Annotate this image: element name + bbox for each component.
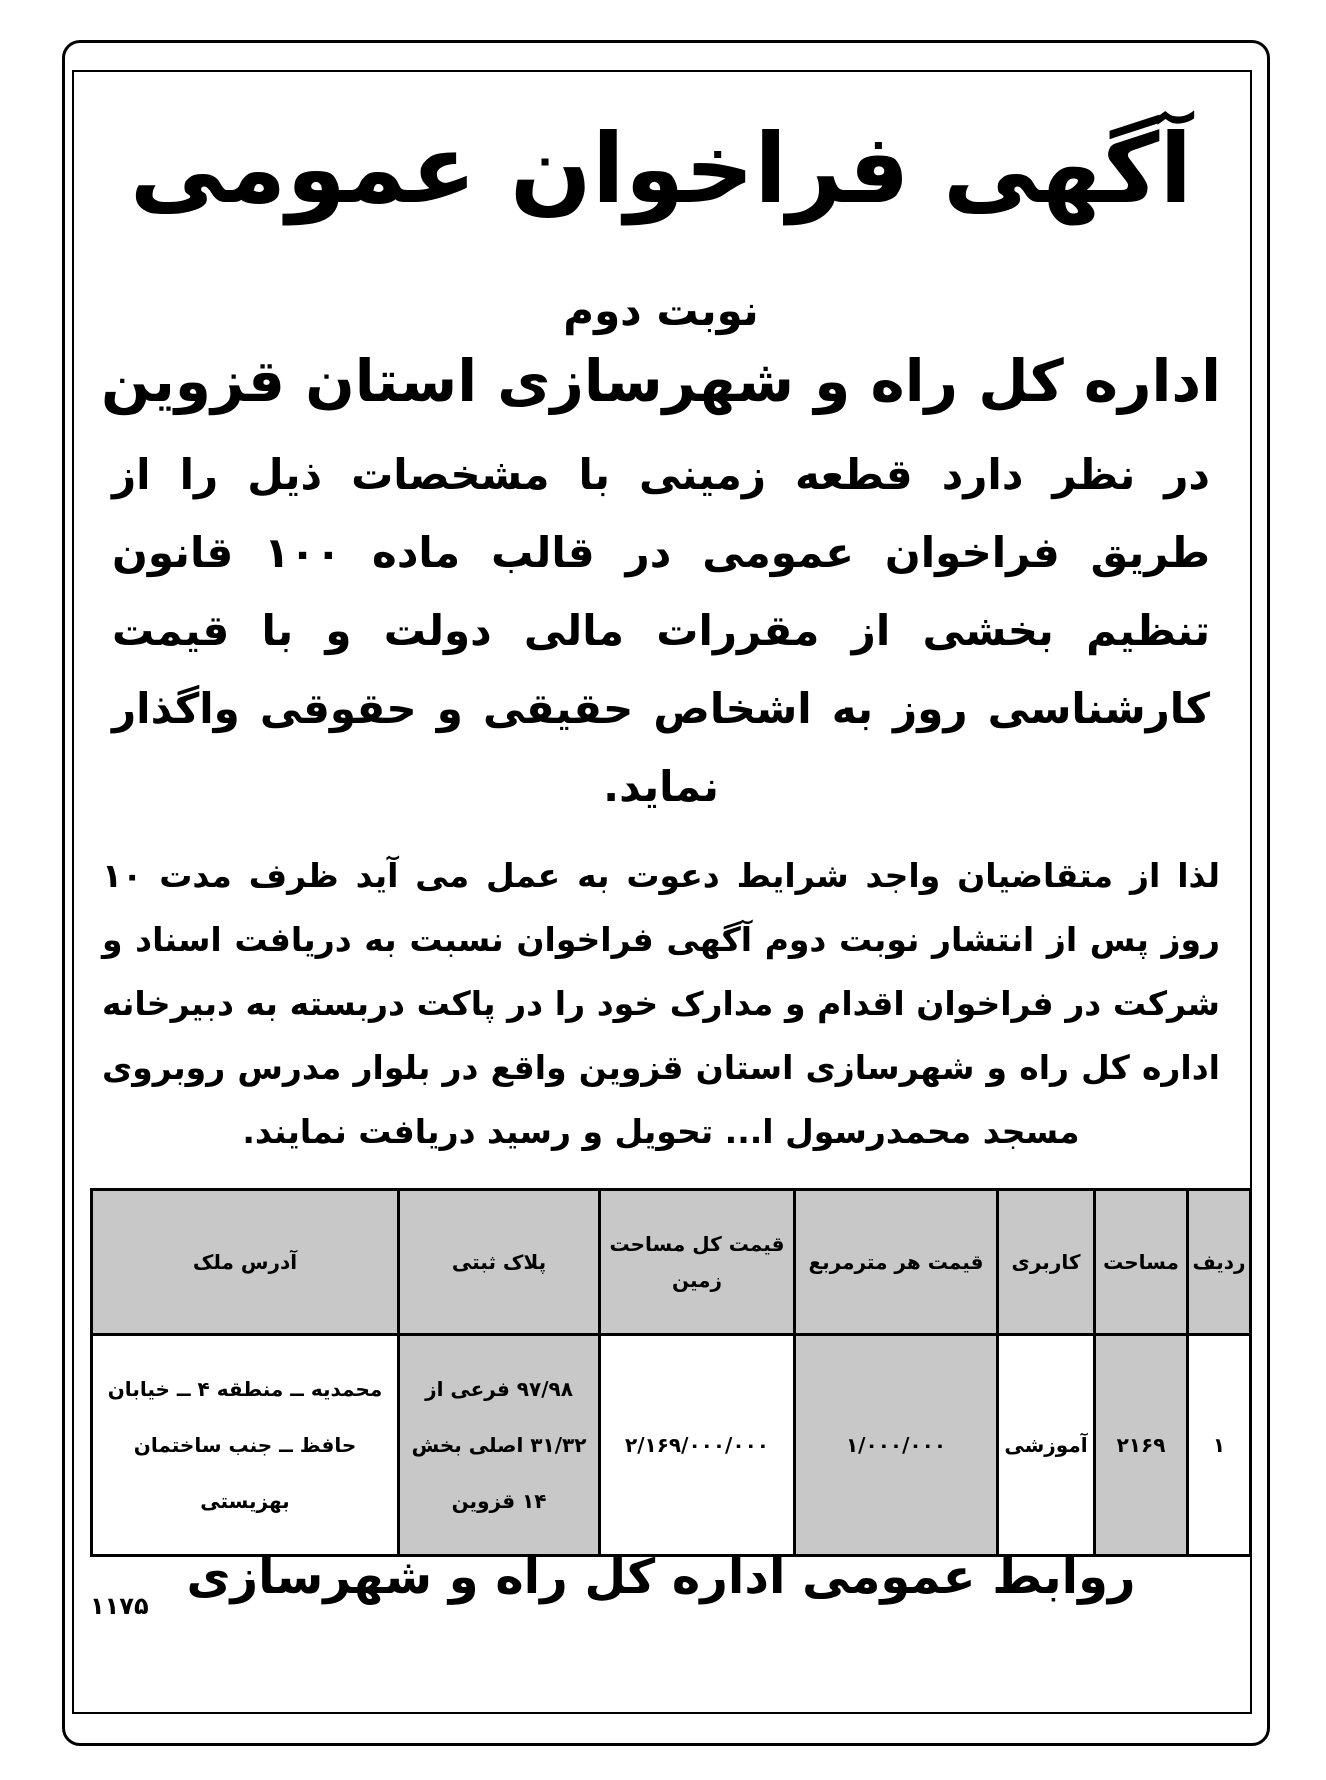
footer-signature: روابط عمومی اداره کل راه و شهرسازی — [186, 1549, 1136, 1605]
organization-name: اداره کل راه و شهرسازی استان قزوین — [100, 347, 1222, 415]
header-address: آدرس ملک — [92, 1190, 399, 1335]
header-price-per-m2: قیمت هر مترمربع — [795, 1190, 998, 1335]
cell-plaque: ۹۷/۹۸ فرعی از ۳۱/۳۲ اصلی بخش ۱۴ قزوین — [399, 1335, 600, 1556]
header-total-price: قیمت کل مساحت زمین — [600, 1190, 795, 1335]
header-row-number: ردیف — [1188, 1190, 1251, 1335]
intro-paragraph: در نظر دارد قطعه زمینی با مشخصات ذیل را از طریق فراخوان عمومی در قالب ماده ۱۰۰ قانون تنظیم بخشی از مقررات مالی دولت و با قیمت کارشناسی روز به اشخاص حقیقی و حقوقی واگذار نماید. — [112, 450, 1210, 811]
table-row — [92, 1335, 1251, 1556]
table-header-row — [92, 1190, 1251, 1335]
property-table — [90, 1188, 1252, 1557]
cell-row-number: ۱ — [1188, 1335, 1251, 1556]
cell-price-per-m2: ۱/۰۰۰/۰۰۰ — [795, 1335, 998, 1556]
header-usage: کاربری — [998, 1190, 1095, 1335]
announcement-round: نوبت دوم — [563, 286, 759, 335]
invitation-paragraph: لذا از متقاضیان واجد شرایط دعوت به عمل می آید ظرف مدت ۱۰ روز پس از انتشار نوبت دوم آگهی فراخوان نسبت به دریافت اسناد و شرکت در فراخوان اقدام و مدارک خود را در پاکت دربسته به دبیرخانه اداره کل راه و شهرسازی استان قزوین واقع در بلوار مدرس روبروی مسجد محمدرسول ا... تحویل و رسید دریافت نمایند. — [102, 856, 1220, 1151]
header-area: مساحت — [1095, 1190, 1188, 1335]
announcement — [78, 74, 1244, 1706]
cell-usage: آموزشی — [998, 1335, 1095, 1556]
cell-address: محمدیه ــ منطقه ۴ ــ خیابان حافظ ــ جنب ساختمان بهزیستی — [92, 1335, 399, 1556]
ad-code: ۱۱۷۵ — [90, 1592, 149, 1620]
cell-total-price: ۲/۱۶۹/۰۰۰/۰۰۰ — [600, 1335, 795, 1556]
header-plaque: پلاک ثبتی — [399, 1190, 600, 1335]
announcement-title: آگهی فراخوان عمومی — [129, 113, 1193, 225]
cell-area: ۲۱۶۹ — [1095, 1335, 1188, 1556]
